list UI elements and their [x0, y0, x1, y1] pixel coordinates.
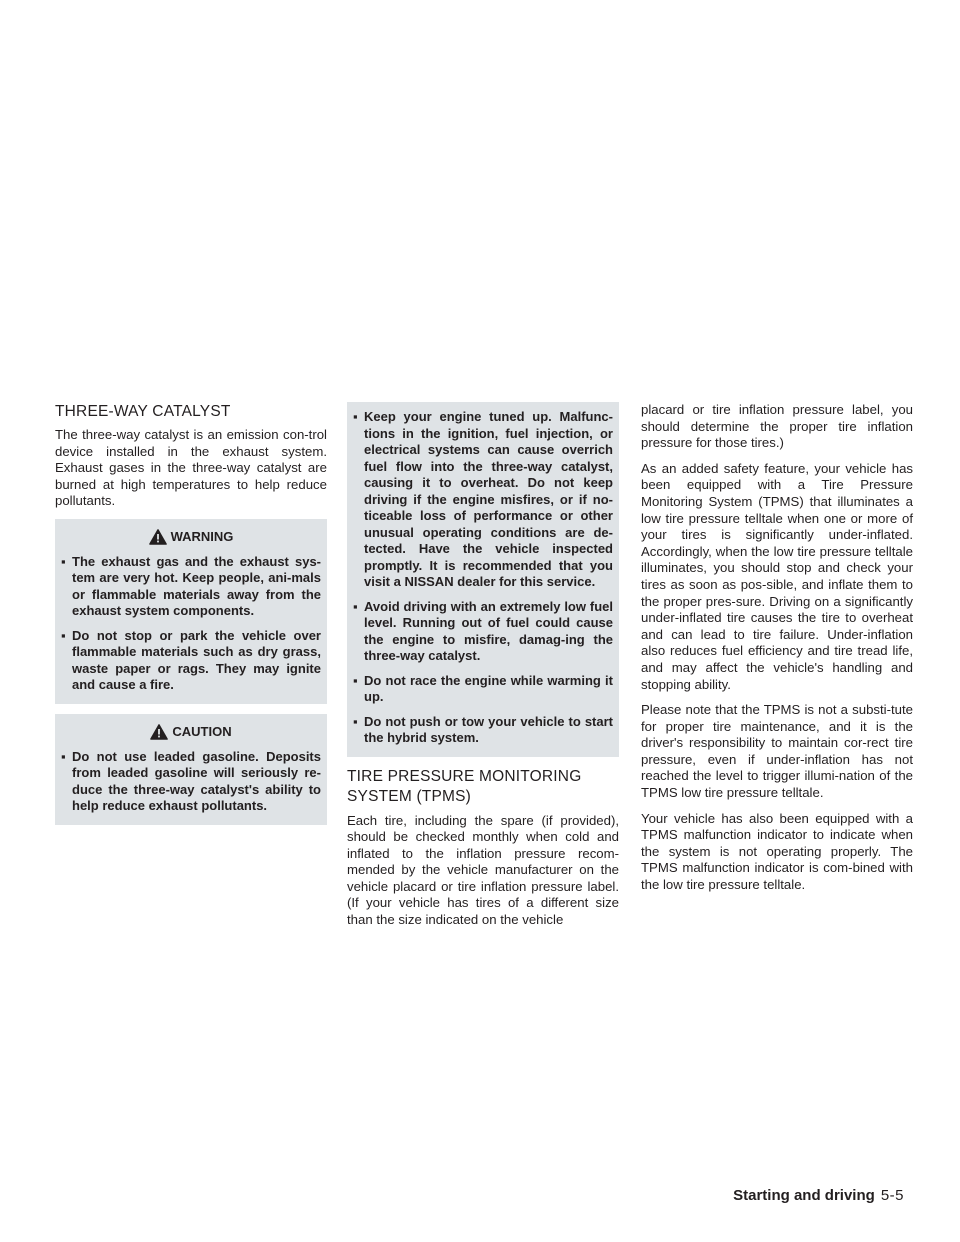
warning-item-text: Keep your engine tuned up. Malfunc-tions in the ignition, fuel injection, or electrical systems can cause overrich fuel flow into the three-way catalyst, causing it to overheat. Do not keep driving if the engine misfires, or if no-ticeable loss of performance or other unusual operating conditions are de-tected. Have the vehicle inspected promptly. It is recommended that you visit a NISSAN dealer for this service.: [364, 409, 613, 589]
tpms-paragraph-2: As an added safety feature, your vehicle has been equipped with a Tire Pressure Monitoring System (TPMS) that illuminates a low tire pressure telltale when one or more of your tires is significantly under-inflated. Accordingly, when the low tire pressure telltale illuminates, you should stop and check your tires as soon as pos-sible, and inflate them to the proper pres-sure. Driving on a significantly under-inflated tire causes the tire to overheat and can lead to tire failure. Under-inflation also reduces fuel efficiency and tire tread life, and may affect the vehicle's handling and stopping ability.: [641, 460, 913, 692]
catalyst-intro-paragraph: The three-way catalyst is an emission con-trol device installed in the exhaust system. Exhaust gases in the three-way catalyst are burned at high temperatures to help reduce pollutants.: [55, 427, 327, 509]
warning-list: [61, 554, 321, 694]
caution-label: CAUTION: [172, 724, 232, 740]
tpms-paragraph-1: Each tire, including the spare (if provided), should be checked monthly when cold and inflated to the inflation pressure recom-mended by the vehicle manufacturer on the vehicle placard or tire inflation pressure label. (If your vehicle has tires of a different size than the size indicated on the vehicle: [347, 812, 619, 928]
tpms-paragraph-3: Please note that the TPMS is not a substi-tute for proper tire maintenance, and it is the driver's responsibility to maintain cor-rect tire pressure, even if under-inflation has not reached the level to trigger illumi-nation of the TPMS low tire pressure telltale.: [641, 702, 913, 801]
warning-item: [353, 673, 613, 706]
warning-item-text: The exhaust gas and the exhaust sys-tem are very hot. Keep people, ani-mals or flammable materials away from the exhaust system components.: [72, 553, 321, 619]
tpms-paragraph-4: Your vehicle has also been equipped with a TPMS malfunction indicator to indicate when the system is not operating properly. The TPMS malfunction indicator is com-bined with the low tire pressure telltale.: [641, 810, 913, 893]
section-title-tpms: TIRE PRESSURE MONITORING SYSTEM (TPMS): [347, 767, 582, 805]
bullet-marker: ▪: [61, 748, 66, 764]
caution-list: [61, 749, 321, 815]
caution-box: [55, 714, 327, 825]
bullet-marker: ▪: [353, 598, 358, 614]
bullet-marker: ▪: [61, 553, 66, 569]
warning-item-text: Do not push or tow your vehicle to start the hybrid system.: [364, 713, 613, 745]
caution-item-text: Do not use leaded gasoline. Deposits from leaded gasoline will seriously re-duce the three-way catalyst's ability to help reduce exhaust pollutants.: [72, 748, 321, 814]
warning-box: [55, 519, 327, 704]
page-footer: [733, 1187, 904, 1204]
warning-item: [61, 554, 321, 620]
warning-continued-box: [347, 402, 619, 757]
caution-triangle-icon: [150, 724, 168, 740]
warning-item-text: Do not stop or park the vehicle over flammable materials such as dry grass, waste paper or rags. They may ignite and cause a fire.: [72, 627, 321, 693]
warning-item-text: Avoid driving with an extremely low fuel level. Running out of fuel could cause the engine to misfire, damag-ing the three-way catalyst.: [364, 598, 613, 663]
section-title-three-way-catalyst: THREE-WAY CATALYST: [55, 403, 231, 420]
column-2: [347, 402, 619, 938]
column-1: [55, 402, 327, 835]
warning-item-text: Do not race the engine while warming it up.: [364, 672, 613, 704]
warning-item: [353, 599, 613, 665]
bullet-marker: ▪: [61, 627, 66, 643]
footer-section-name: Starting and driving: [733, 1187, 875, 1204]
bullet-marker: ▪: [353, 713, 358, 729]
tpms-paragraph-1-continued: placard or tire inflation pressure label, you should determine the proper tire inflation pressure for those tires.): [641, 402, 913, 451]
warning-item: [61, 628, 321, 694]
warning-triangle-icon: [149, 529, 167, 545]
warning-item: [353, 409, 613, 591]
bullet-marker: ▪: [353, 409, 358, 424]
bullet-marker: ▪: [353, 672, 358, 688]
warning-label: WARNING: [170, 529, 234, 545]
warning-header: [61, 528, 321, 546]
caution-header: [61, 723, 321, 741]
column-3: [641, 402, 913, 903]
caution-item: [61, 749, 321, 815]
page-number: 5-5: [880, 1187, 904, 1204]
warning-continued-list: [353, 409, 613, 747]
warning-item: [353, 714, 613, 747]
